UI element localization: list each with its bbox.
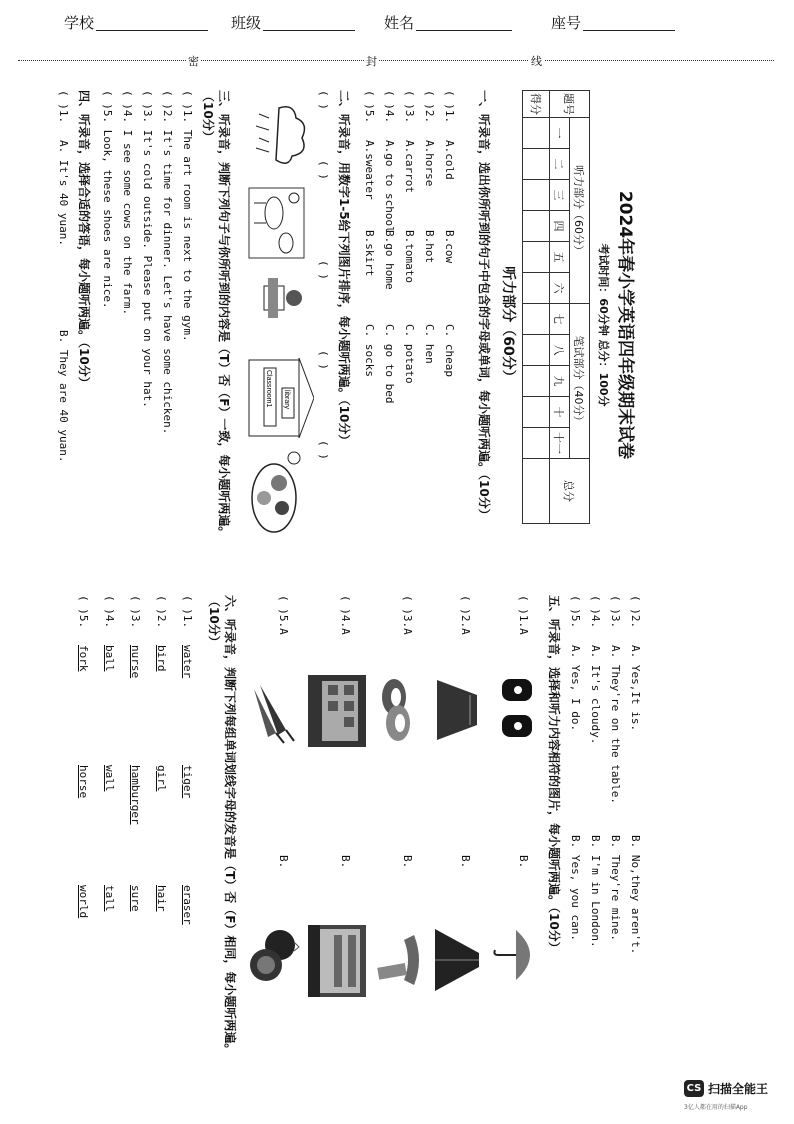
scanner-tagline: 3亿人都在用的扫描App: [684, 1104, 748, 1111]
order-bracket: ( ): [317, 90, 330, 110]
option-a: A. It's 40 yuan.: [57, 140, 70, 246]
option-b: B. I'm in London.: [589, 835, 602, 948]
option-b: B. Yes, you can.: [569, 835, 582, 941]
table-number: 七: [550, 304, 570, 335]
table-number: 五: [550, 242, 570, 273]
item-number: ( )1.A: [517, 595, 530, 635]
option-a: A. It's cloudy.: [589, 645, 602, 745]
item-number: ( )5.: [569, 595, 582, 629]
classroom-sign: Classroom1: [265, 370, 272, 408]
option-b: B.hot: [423, 230, 436, 264]
option-b: B.skirt: [363, 230, 376, 277]
sec2-pictures: [234, 98, 314, 548]
word-3: hair: [155, 885, 168, 912]
umbrella-icon: [492, 925, 538, 985]
sec4-heading: 四、听录音，选择合适的答语，每小题听两遍。（10分）: [77, 90, 91, 389]
sec3-item: [141, 90, 154, 408]
option-c: C. cheap: [443, 324, 456, 377]
item-number: ( )4.: [121, 90, 134, 124]
option-b: B.tomato: [403, 230, 416, 283]
statement: I see some cows on the farm.: [121, 129, 134, 316]
table-number: 四: [550, 211, 570, 242]
gloves-icon: [494, 675, 538, 745]
row-label-number: 题号: [550, 91, 590, 118]
student-info-header: [0, 8, 794, 38]
score-cell: [523, 366, 550, 397]
seat-blank: [583, 30, 675, 31]
word-1: water: [181, 645, 194, 679]
food-plates-icon: [252, 452, 300, 532]
item-number: ( )1.: [181, 90, 194, 124]
item-number: ( )3.A: [401, 595, 414, 635]
item-number: ( )4.A: [339, 595, 352, 635]
table-number: 八: [550, 335, 570, 366]
shoes-icon: [374, 675, 424, 745]
word-2: girl: [155, 765, 168, 792]
item-number: ( )2.: [155, 595, 168, 629]
table-number: 十一: [550, 428, 570, 459]
item-number: ( )4.: [589, 595, 602, 629]
word-2: hamburger: [129, 765, 142, 825]
sec6-heading: 六、听录音，判断下列每组单词划线字母的发音是（T）否（F）相同，每小题听两遍。（10分）: [207, 595, 237, 1056]
camscanner-logo-icon: CS: [684, 1080, 704, 1097]
sec1-heading: 一、听录音，选出你所听到的句子中包含的字母或单词，每小题听两遍。（10分）: [477, 90, 491, 521]
score-cell: [523, 304, 550, 335]
table-number: 三: [550, 180, 570, 211]
seal-line: [18, 55, 774, 68]
written-header: 笔试部分（40分）: [570, 304, 590, 459]
seal-char-xian: 线: [531, 55, 542, 68]
name-blank: [416, 30, 512, 31]
option-a: A.cold: [443, 140, 456, 180]
option-a: A.carrot: [403, 140, 416, 193]
option-c: C. go to bed: [383, 324, 396, 404]
sec3-item: [121, 90, 134, 315]
farm-animals-icon: [249, 188, 304, 258]
item-number: ( )3.: [129, 595, 142, 629]
word-3: sure: [129, 885, 142, 912]
word-1: ball: [103, 645, 116, 672]
statement: It's time for dinner. Let's have some chicken.: [161, 129, 174, 435]
sec2-heading: 二、听录音，用数字1-5给下列图片排序，每小题听两遍。（10分）: [337, 90, 351, 447]
option-c: C. socks: [363, 324, 376, 377]
item-number: ( )3.: [141, 90, 154, 124]
option-b: B.go home: [383, 230, 396, 290]
option-a: A.horse: [423, 140, 436, 187]
item-number: ( )2.: [161, 90, 174, 124]
seat-label: 座号: [551, 14, 582, 32]
children-icon: [264, 278, 302, 318]
option-a: A.go to school: [383, 140, 396, 233]
school-label: 学校: [64, 14, 95, 32]
name-label: 姓名: [384, 14, 415, 32]
option-c: C. hen: [423, 324, 436, 364]
item-number: ( )5.: [77, 595, 90, 629]
score-cell: [523, 180, 550, 211]
school-photo-icon: [308, 675, 366, 747]
statement: The art room is next to the gym.: [181, 129, 194, 342]
total-label: 总分: [550, 459, 590, 524]
score-cell: [523, 428, 550, 459]
order-bracket: ( ): [317, 160, 330, 180]
score-table: [522, 90, 590, 524]
item-number: ( )3.: [403, 90, 416, 124]
library-sign: library: [283, 390, 290, 410]
option-a: A. Yes,It is.: [629, 645, 642, 732]
sec5-heading: 五、听录音，选择和听力内容相符的图片，每小题听两遍。（10分）: [547, 595, 561, 954]
listening-part-title: 听力部分（60分）: [500, 266, 516, 384]
statement: Look, these shoes are nice.: [101, 129, 114, 309]
exam-subtitle: 考试时间：60分钟 总分：100分: [597, 243, 610, 407]
seal-char-feng: 封: [366, 55, 377, 68]
option-c: C. potato: [403, 324, 416, 384]
word-3: world: [77, 885, 90, 919]
listening-header: 听力部分（60分）: [570, 118, 590, 304]
order-bracket: ( ): [317, 350, 330, 370]
option-b: B.: [339, 855, 352, 869]
item-number: ( )2.: [629, 595, 642, 629]
word-1: fork: [77, 645, 90, 672]
option-b: B.: [459, 855, 472, 869]
word-2: tiger: [181, 765, 194, 799]
sec3-item: [181, 90, 194, 342]
item-number: ( )2.: [423, 90, 436, 124]
score-cell: [523, 459, 550, 524]
class-blank: [263, 30, 355, 31]
order-bracket: ( ): [317, 260, 330, 280]
item-number: ( )3.: [609, 595, 622, 629]
class-label: 班级: [231, 14, 262, 32]
item-number: ( )1.: [57, 90, 70, 124]
option-b: B.cow: [443, 230, 456, 264]
word-3: tall: [103, 885, 116, 912]
score-cell: [523, 211, 550, 242]
scanner-watermark: [684, 1077, 794, 1117]
option-b: B.: [277, 855, 290, 869]
exam-paper: [22, 90, 642, 1090]
option-a: A.sweater: [363, 140, 376, 200]
item-number: ( )4.: [383, 90, 396, 124]
item-number: ( )5.: [101, 90, 114, 124]
word-2: horse: [77, 765, 90, 799]
order-bracket: ( ): [317, 440, 330, 460]
option-b: B.: [401, 855, 414, 869]
school-building-icon: [249, 358, 314, 438]
building-photo-icon: [308, 925, 366, 997]
sec3-item: [101, 90, 114, 309]
table-number: 一: [550, 118, 570, 149]
score-cell: [523, 397, 550, 428]
sec5-item: [490, 595, 530, 1065]
dress-icon: [432, 925, 482, 995]
carrots-icon: [248, 675, 298, 745]
item-number: ( )2.A: [459, 595, 472, 635]
sec3-heading: 三、听录音，判断下列句子与你所听到的内容是（T）否（F）一致，每小题听两遍。（10分）: [201, 90, 231, 539]
score-cell: [523, 273, 550, 304]
word-2: wall: [103, 765, 116, 792]
sec3-item: [161, 90, 174, 434]
table-number: 十: [550, 397, 570, 428]
tomatoes-icon: [246, 925, 302, 985]
word-3: eraser: [181, 885, 194, 925]
item-number: ( )1.: [443, 90, 456, 124]
item-number: ( )5.A: [277, 595, 290, 635]
row-label-score: 得分: [523, 91, 550, 118]
score-cell: [523, 242, 550, 273]
sec5-item: [250, 595, 290, 1065]
option-b: B.: [517, 855, 530, 869]
skirt-icon: [432, 675, 482, 745]
score-cell: [523, 118, 550, 149]
cloud-rain-icon: [256, 107, 304, 163]
table-number: 六: [550, 273, 570, 304]
scanner-app-name: 扫描全能王: [708, 1082, 769, 1096]
option-a: A. Yes, I do.: [569, 645, 582, 732]
score-cell: [523, 149, 550, 180]
statement: It's cold outside. Please put on your hat.: [141, 129, 154, 408]
option-b: B. No,they aren't.: [629, 835, 642, 955]
exam-title: 2024年春小学英语四年级期末试卷: [615, 190, 635, 460]
school-blank: [96, 30, 208, 31]
seal-char-mi: 密: [188, 55, 199, 68]
table-number: 二: [550, 149, 570, 180]
item-number: ( )5.: [363, 90, 376, 124]
word-1: bird: [155, 645, 168, 672]
option-b: B. They're mine.: [609, 835, 622, 941]
word-1: nurse: [129, 645, 142, 679]
table-number: 九: [550, 366, 570, 397]
option-b: B. They are 40 yuan.: [57, 330, 70, 463]
option-a: A. They're on the table.: [609, 645, 622, 804]
scarf-icon: [374, 925, 424, 995]
score-cell: [523, 335, 550, 366]
item-number: ( )4.: [103, 595, 116, 629]
item-number: ( )1.: [181, 595, 194, 629]
